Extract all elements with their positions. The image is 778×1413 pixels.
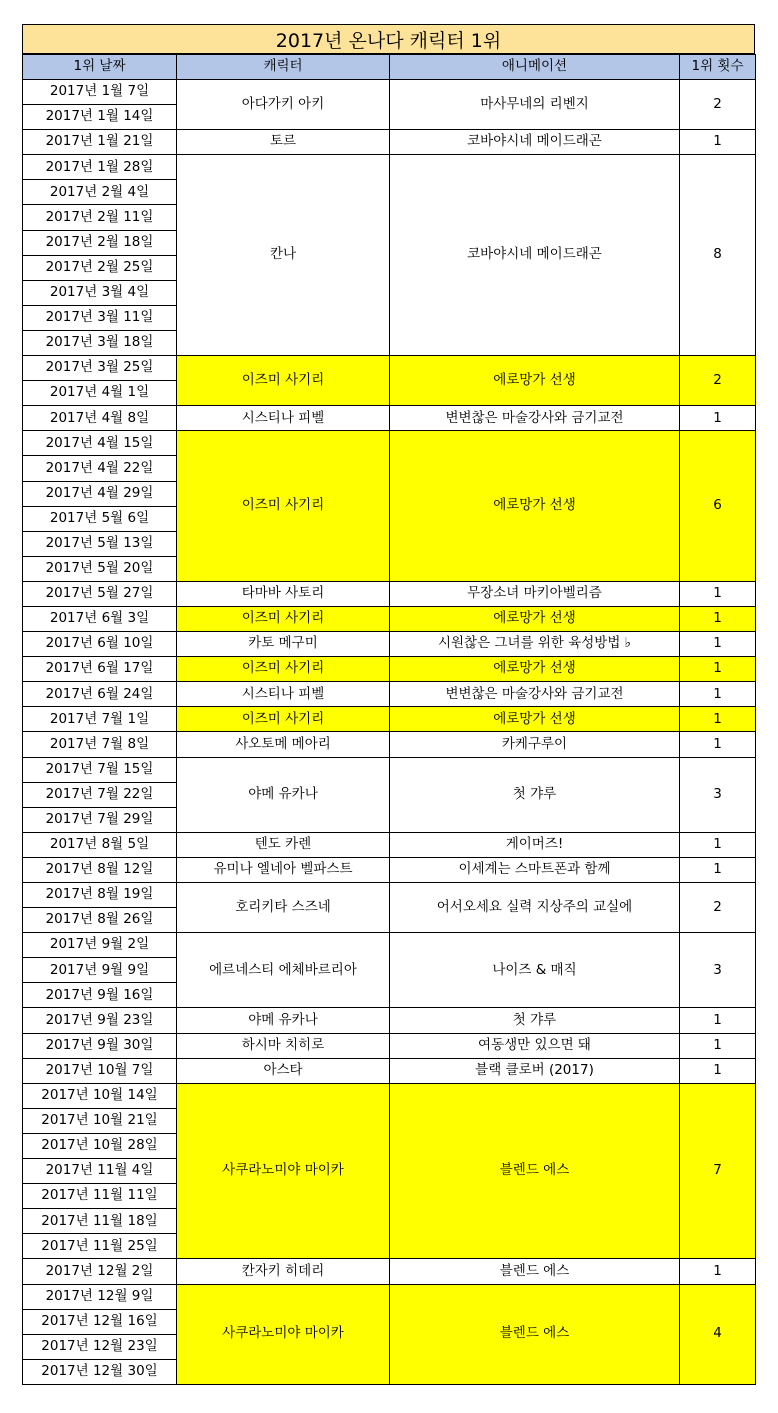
table-row — [23, 406, 756, 431]
date-cell: 2017년 9월 9일 — [23, 958, 177, 983]
date-cell: 2017년 6월 3일 — [23, 606, 177, 631]
character-cell: 카토 메구미 — [177, 632, 390, 657]
anime-cell: 코바야시네 메이드래곤 — [390, 155, 680, 356]
count-cell: 1 — [680, 857, 756, 882]
anime-cell: 블렌드 에스 — [390, 1284, 680, 1384]
anime-cell: 에로망가 선생 — [390, 657, 680, 682]
anime-cell: 에로망가 선생 — [390, 356, 680, 406]
character-cell: 시스티나 피벨 — [177, 406, 390, 431]
date-cell: 2017년 12월 2일 — [23, 1259, 177, 1284]
table-row — [23, 1033, 756, 1058]
date-cell: 2017년 10월 7일 — [23, 1058, 177, 1083]
table-row — [23, 1058, 756, 1083]
anime-cell: 시원찮은 그녀를 위한 육성방법 ♭ — [390, 632, 680, 657]
table-row — [23, 1083, 756, 1108]
date-cell: 2017년 1월 28일 — [23, 155, 177, 180]
date-cell: 2017년 2월 4일 — [23, 180, 177, 205]
date-cell: 2017년 3월 18일 — [23, 330, 177, 355]
date-cell: 2017년 5월 6일 — [23, 506, 177, 531]
anime-cell: 코바야시네 메이드래곤 — [390, 130, 680, 155]
table-body — [23, 80, 756, 1385]
date-cell: 2017년 2월 11일 — [23, 205, 177, 230]
anime-cell: 에로망가 선생 — [390, 707, 680, 732]
character-cell: 하시마 치히로 — [177, 1033, 390, 1058]
count-cell: 3 — [680, 757, 756, 832]
date-cell: 2017년 10월 21일 — [23, 1108, 177, 1133]
character-cell: 칸자키 히데리 — [177, 1259, 390, 1284]
date-cell: 2017년 8월 26일 — [23, 908, 177, 933]
character-cell: 사오토메 메아리 — [177, 732, 390, 757]
character-cell: 야메 유카나 — [177, 1008, 390, 1033]
date-cell: 2017년 7월 1일 — [23, 707, 177, 732]
date-cell: 2017년 3월 4일 — [23, 280, 177, 305]
character-cell: 호리키타 스즈네 — [177, 883, 390, 933]
anime-cell: 게이머즈! — [390, 832, 680, 857]
table-row — [23, 657, 756, 682]
date-cell: 2017년 8월 5일 — [23, 832, 177, 857]
character-cell: 이즈미 사기리 — [177, 606, 390, 631]
anime-cell: 변변찮은 마술강사와 금기교전 — [390, 406, 680, 431]
character-cell: 이즈미 사기리 — [177, 431, 390, 582]
anime-cell: 마사무네의 리벤지 — [390, 80, 680, 130]
count-cell: 1 — [680, 657, 756, 682]
table-row — [23, 1259, 756, 1284]
character-cell: 시스티나 피벨 — [177, 682, 390, 707]
character-cell: 이즈미 사기리 — [177, 707, 390, 732]
date-cell: 2017년 12월 16일 — [23, 1309, 177, 1334]
date-cell: 2017년 7월 8일 — [23, 732, 177, 757]
header-date: 1위 날짜 — [23, 55, 177, 80]
table-row — [23, 80, 756, 105]
anime-cell: 블렌드 에스 — [390, 1259, 680, 1284]
date-cell: 2017년 9월 16일 — [23, 983, 177, 1008]
count-cell: 3 — [680, 933, 756, 1008]
date-cell: 2017년 8월 12일 — [23, 857, 177, 882]
count-cell: 1 — [680, 130, 756, 155]
anime-cell: 블랙 클로버 (2017) — [390, 1058, 680, 1083]
anime-cell: 여동생만 있으면 돼 — [390, 1033, 680, 1058]
date-cell: 2017년 11월 25일 — [23, 1234, 177, 1259]
date-cell: 2017년 7월 29일 — [23, 807, 177, 832]
character-cell: 이즈미 사기리 — [177, 356, 390, 406]
header-row — [23, 55, 756, 80]
character-cell: 유미나 엘네아 벨파스트 — [177, 857, 390, 882]
anime-cell: 블렌드 에스 — [390, 1083, 680, 1259]
date-cell: 2017년 4월 22일 — [23, 456, 177, 481]
date-cell: 2017년 1월 7일 — [23, 80, 177, 105]
count-cell: 1 — [680, 682, 756, 707]
date-cell: 2017년 12월 30일 — [23, 1359, 177, 1384]
character-cell: 사쿠라노미야 마이카 — [177, 1284, 390, 1384]
date-cell: 2017년 10월 28일 — [23, 1133, 177, 1158]
character-cell: 에르네스티 에체바르리아 — [177, 933, 390, 1008]
table-row — [23, 757, 756, 782]
table-row — [23, 732, 756, 757]
date-cell: 2017년 12월 9일 — [23, 1284, 177, 1309]
date-cell: 2017년 11월 4일 — [23, 1159, 177, 1184]
table-row — [23, 857, 756, 882]
date-cell: 2017년 9월 23일 — [23, 1008, 177, 1033]
date-cell: 2017년 7월 15일 — [23, 757, 177, 782]
date-cell: 2017년 6월 10일 — [23, 632, 177, 657]
table-row — [23, 707, 756, 732]
count-cell: 1 — [680, 832, 756, 857]
ranking-table — [22, 54, 756, 1385]
table-row — [23, 130, 756, 155]
header-anime: 애니메이션 — [390, 55, 680, 80]
count-cell: 1 — [680, 406, 756, 431]
date-cell: 2017년 4월 29일 — [23, 481, 177, 506]
character-cell: 칸나 — [177, 155, 390, 356]
table-row — [23, 1284, 756, 1309]
table-row — [23, 356, 756, 381]
anime-cell: 변변찮은 마술강사와 금기교전 — [390, 682, 680, 707]
ranking-sheet — [22, 24, 755, 1385]
anime-cell: 에로망가 선생 — [390, 606, 680, 631]
count-cell: 2 — [680, 883, 756, 933]
header-character: 캐릭터 — [177, 55, 390, 80]
date-cell: 2017년 9월 2일 — [23, 933, 177, 958]
count-cell: 4 — [680, 1284, 756, 1384]
character-cell: 사쿠라노미야 마이카 — [177, 1083, 390, 1259]
date-cell: 2017년 3월 25일 — [23, 356, 177, 381]
anime-cell: 무장소녀 마키아벨리즘 — [390, 581, 680, 606]
date-cell: 2017년 2월 18일 — [23, 230, 177, 255]
date-cell: 2017년 4월 1일 — [23, 381, 177, 406]
anime-cell: 카케구루이 — [390, 732, 680, 757]
count-cell: 6 — [680, 431, 756, 582]
count-cell: 1 — [680, 707, 756, 732]
character-cell: 야메 유카나 — [177, 757, 390, 832]
table-row — [23, 632, 756, 657]
count-cell: 1 — [680, 1058, 756, 1083]
anime-cell: 첫 갸루 — [390, 1008, 680, 1033]
table-row — [23, 606, 756, 631]
character-cell: 타마바 사토리 — [177, 581, 390, 606]
character-cell: 토르 — [177, 130, 390, 155]
table-row — [23, 155, 756, 180]
table-row — [23, 832, 756, 857]
anime-cell: 첫 갸루 — [390, 757, 680, 832]
header-count: 1위 횟수 — [680, 55, 756, 80]
count-cell: 1 — [680, 732, 756, 757]
table-row — [23, 933, 756, 958]
count-cell: 1 — [680, 1033, 756, 1058]
date-cell: 2017년 4월 15일 — [23, 431, 177, 456]
date-cell: 2017년 7월 22일 — [23, 782, 177, 807]
table-row — [23, 883, 756, 908]
date-cell: 2017년 3월 11일 — [23, 305, 177, 330]
anime-cell: 에로망가 선생 — [390, 431, 680, 582]
count-cell: 1 — [680, 1008, 756, 1033]
date-cell: 2017년 6월 24일 — [23, 682, 177, 707]
anime-cell: 어서오세요 실력 지상주의 교실에 — [390, 883, 680, 933]
date-cell: 2017년 5월 13일 — [23, 531, 177, 556]
sheet-title: 2017년 온나다 캐릭터 1위 — [22, 24, 755, 54]
anime-cell: 이세계는 스마트폰과 함께 — [390, 857, 680, 882]
character-cell: 아스타 — [177, 1058, 390, 1083]
character-cell: 이즈미 사기리 — [177, 657, 390, 682]
date-cell: 2017년 5월 27일 — [23, 581, 177, 606]
table-row — [23, 1008, 756, 1033]
date-cell: 2017년 10월 14일 — [23, 1083, 177, 1108]
table-row — [23, 581, 756, 606]
count-cell: 2 — [680, 80, 756, 130]
date-cell: 2017년 5월 20일 — [23, 556, 177, 581]
date-cell: 2017년 9월 30일 — [23, 1033, 177, 1058]
date-cell: 2017년 2월 25일 — [23, 255, 177, 280]
count-cell: 2 — [680, 356, 756, 406]
date-cell: 2017년 11월 11일 — [23, 1184, 177, 1209]
character-cell: 텐도 카렌 — [177, 832, 390, 857]
date-cell: 2017년 11월 18일 — [23, 1209, 177, 1234]
count-cell: 1 — [680, 606, 756, 631]
date-cell: 2017년 6월 17일 — [23, 657, 177, 682]
count-cell: 8 — [680, 155, 756, 356]
date-cell: 2017년 4월 8일 — [23, 406, 177, 431]
date-cell: 2017년 8월 19일 — [23, 883, 177, 908]
date-cell: 2017년 12월 23일 — [23, 1334, 177, 1359]
date-cell: 2017년 1월 21일 — [23, 130, 177, 155]
table-row — [23, 431, 756, 456]
character-cell: 아다가키 아키 — [177, 80, 390, 130]
date-cell: 2017년 1월 14일 — [23, 105, 177, 130]
table-row — [23, 682, 756, 707]
count-cell: 1 — [680, 581, 756, 606]
count-cell: 1 — [680, 632, 756, 657]
count-cell: 1 — [680, 1259, 756, 1284]
anime-cell: 나이즈 & 매직 — [390, 933, 680, 1008]
count-cell: 7 — [680, 1083, 756, 1259]
